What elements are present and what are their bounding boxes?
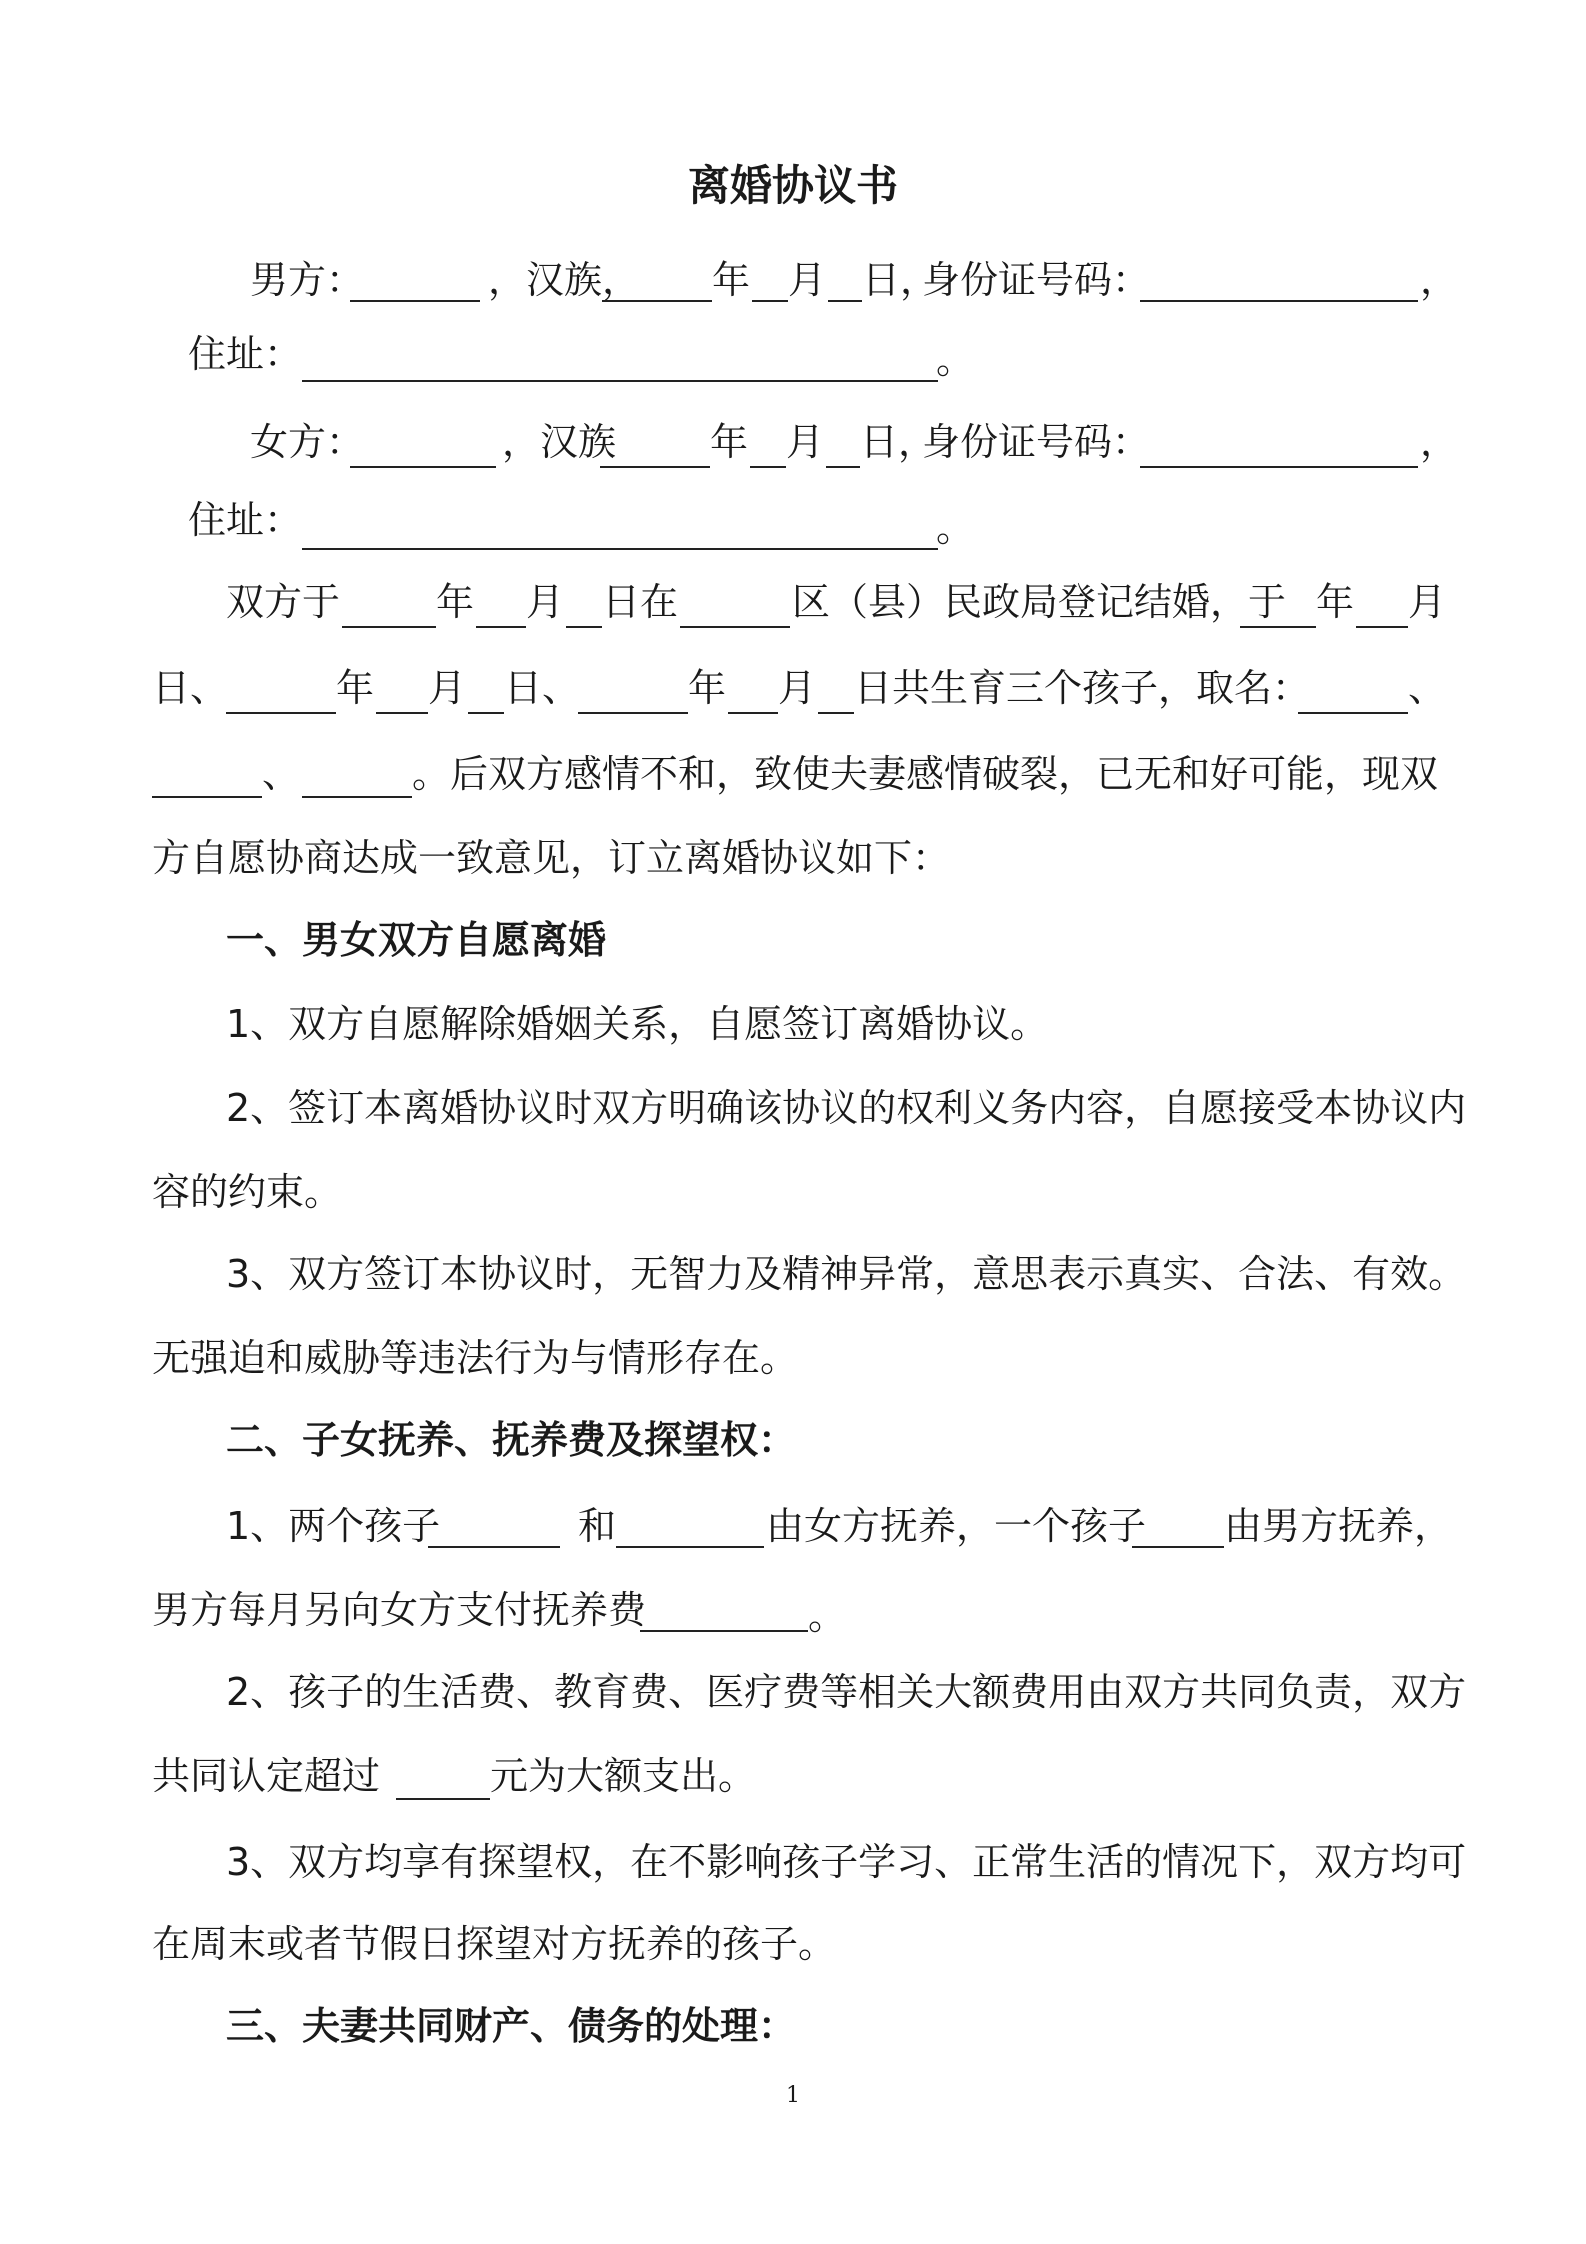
female-birth-year-blank (600, 466, 710, 468)
male-id-blank (1140, 300, 1418, 302)
marriage-text: 日、 (152, 666, 229, 710)
month-text: 月 (1408, 580, 1447, 624)
year-text: 年 (710, 420, 749, 464)
year-text: 年 (688, 666, 727, 710)
marriage-month-blank (476, 626, 526, 628)
ethnicity-text: ，汉族， (488, 258, 641, 302)
year-text: 年 (436, 580, 475, 624)
month-text: 月 (428, 666, 467, 710)
page-number: 1 (786, 2083, 800, 2108)
month-text: 月 (778, 666, 817, 710)
male-birth-year-blank (602, 300, 712, 302)
male-birth-month-blank (752, 300, 788, 302)
document-title: 离婚协议书 (687, 161, 898, 210)
child-b-blank (616, 1546, 764, 1548)
separator-text: 、 (1408, 666, 1447, 710)
year-text: 年 (712, 258, 751, 302)
marriage-day-blank (566, 626, 602, 628)
female-birth-day-blank (826, 466, 860, 468)
clause-text: 在周末或者节假日探望对方抚养的孩子。 (152, 1922, 837, 1966)
clause-text: 2、签订本离婚协议时双方明确该协议的权利义务内容，自愿接受本协议内 (226, 1086, 1467, 1130)
marriage-text: 双方于 (226, 580, 341, 624)
child2-month-blank (376, 712, 428, 714)
marriage-text: 日在 (602, 580, 679, 624)
clause-text: 由男方抚养， (1224, 1504, 1453, 1548)
day-text: 日， (860, 420, 937, 464)
clause-text: 1、两个孩子 (226, 1504, 441, 1548)
month-text: 月 (788, 258, 827, 302)
child1-month-blank (1356, 626, 1408, 628)
male-name-blank (350, 300, 480, 302)
period-text: 。 (936, 506, 975, 550)
child2-year-blank (226, 712, 336, 714)
marriage-year-blank (342, 626, 436, 628)
clause-text: 共同认定超过 (152, 1754, 381, 1798)
child3-month-blank (728, 712, 778, 714)
female-name-blank (350, 466, 496, 468)
clause-text: 2、孩子的生活费、教育费、医疗费等相关大额费用由双方共同负责，双方 (226, 1670, 1467, 1714)
marriage-text: 日、 (504, 666, 581, 710)
child-name-1-blank (1298, 712, 1408, 714)
child-a-blank (428, 1546, 560, 1548)
marriage-text: 区（县）民政局登记结婚，于 (792, 580, 1287, 624)
clause-text: 3、双方签订本协议时，无智力及精神异常，意思表示真实、合法、有效。 (226, 1252, 1467, 1296)
female-address-label: 住址： (188, 498, 303, 542)
female-birth-month-blank (750, 466, 786, 468)
ethnicity-text: ，汉族 (502, 420, 617, 464)
clause-text: 无强迫和威胁等违法行为与情形存在。 (152, 1336, 799, 1380)
section-heading: 三、夫妻共同财产、债务的处理： (226, 2004, 797, 2048)
day-text: 日， (862, 258, 939, 302)
separator-text: 、 (262, 752, 301, 796)
male-address-blank (302, 380, 938, 382)
large-expense-blank (396, 1798, 490, 1800)
child2-day-blank (468, 712, 504, 714)
section-heading: 二、子女抚养、抚养费及探望权： (226, 1418, 797, 1462)
child-c-blank (1132, 1546, 1224, 1548)
child3-year-blank (578, 712, 688, 714)
female-label: 女方： (250, 420, 365, 464)
comma-text: ， (1420, 420, 1459, 464)
child-name-3-blank (302, 796, 412, 798)
marriage-text: 方自愿协商达成一致意见，订立离婚协议如下： (152, 836, 951, 880)
clause-text: 容的约束。 (152, 1170, 343, 1214)
clause-text: 元为大额支出。 (490, 1754, 757, 1798)
clause-text: 和 (578, 1504, 617, 1548)
clause-text: 3、双方均享有探望权，在不影响孩子学习、正常生活的情况下，双方均可 (226, 1840, 1467, 1884)
female-id-blank (1140, 466, 1418, 468)
marriage-text: 日共生育三个孩子，取名： (854, 666, 1311, 710)
id-label: 身份证号码： (922, 420, 1151, 464)
id-label: 身份证号码： (922, 258, 1151, 302)
clause-text: 1、双方自愿解除婚姻关系，自愿签订离婚协议。 (226, 1002, 1049, 1046)
district-blank (680, 626, 790, 628)
support-amount-blank (640, 1630, 808, 1632)
period-text: 。 (936, 338, 975, 382)
clause-text: 由女方抚养，一个孩子 (766, 1504, 1147, 1548)
month-text: 月 (526, 580, 565, 624)
male-address-label: 住址： (188, 332, 303, 376)
year-text: 年 (1316, 580, 1355, 624)
male-birth-day-blank (828, 300, 862, 302)
month-text: 月 (786, 420, 825, 464)
female-address-blank (302, 548, 938, 550)
child1-year-blank (1240, 626, 1316, 628)
marriage-text: 。后双方感情不和，致使夫妻感情破裂，已无和好可能，现双 (412, 752, 1439, 796)
comma-text: ， (1420, 258, 1459, 302)
child3-day-blank (818, 712, 854, 714)
child-name-2-blank (152, 796, 262, 798)
clause-text: 男方每月另向女方支付抚养费 (152, 1588, 647, 1632)
male-label: 男方： (250, 258, 365, 302)
period-text: 。 (808, 1594, 847, 1638)
year-text: 年 (336, 666, 375, 710)
section-heading: 一、男女双方自愿离婚 (226, 918, 607, 962)
